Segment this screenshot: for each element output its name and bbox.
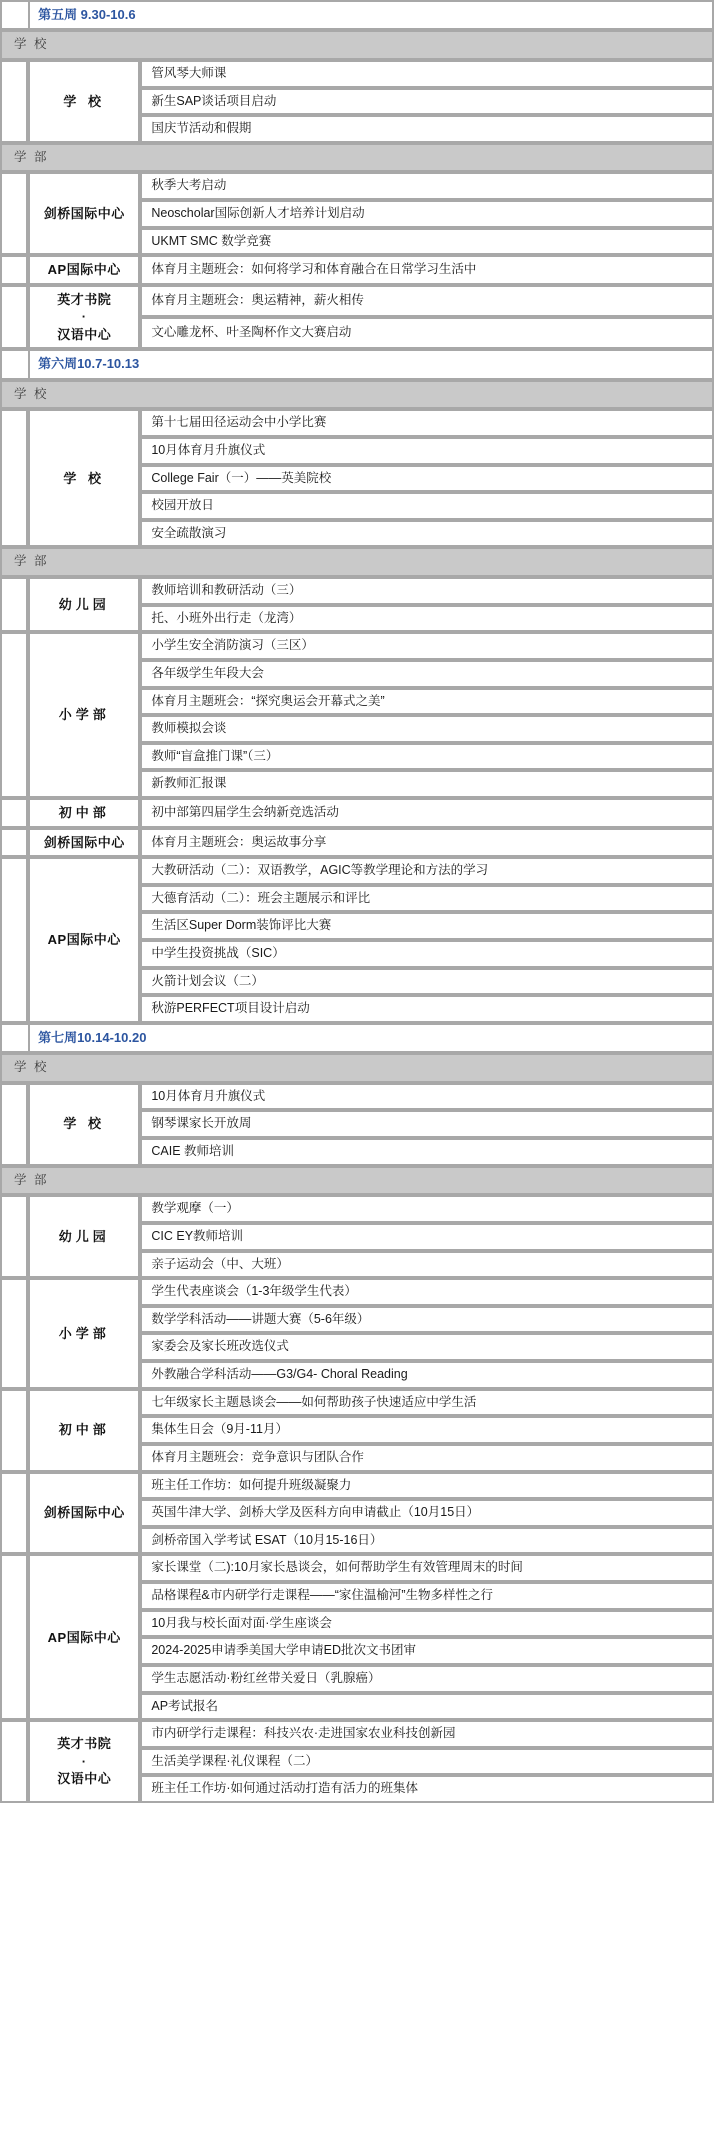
department-name: AP国际中心 xyxy=(28,255,140,285)
week-title-row xyxy=(0,0,714,30)
event-item: 亲子运动会（中、大班） xyxy=(140,1251,714,1279)
row-gutter xyxy=(0,1389,28,1472)
event-item: 学生志愿活动·粉红丝带关爱日（乳腺癌） xyxy=(140,1665,714,1693)
section-band-label: 学 校 xyxy=(0,1053,714,1083)
week-title: 第六周10.7-10.13 xyxy=(28,349,714,379)
department-name: 剑桥国际中心 xyxy=(28,172,140,255)
row-gutter xyxy=(0,828,28,858)
event-item: 生活区Super Dorm装饰评比大赛 xyxy=(140,912,714,940)
row-gutter xyxy=(0,172,28,255)
event-item: 市内研学行走课程：科技兴农·走进国家农业科技创新园 xyxy=(140,1720,714,1748)
department-name: 幼儿园 xyxy=(28,1195,140,1278)
event-item: 体育月主题班会：如何将学习和体育融合在日常学习生活中 xyxy=(140,255,714,285)
section-band-row xyxy=(0,380,714,410)
department-name: 初中部 xyxy=(28,798,140,828)
table-row xyxy=(0,60,714,88)
event-item: 小学生安全消防演习（三区） xyxy=(140,632,714,660)
event-item: 剑桥帝国入学考试 ESAT（10月15-16日） xyxy=(140,1527,714,1555)
table-row xyxy=(0,632,714,660)
table-row xyxy=(0,255,714,285)
department-name: 学 校 xyxy=(28,409,140,547)
event-item: 教师模拟会谈 xyxy=(140,715,714,743)
table-row xyxy=(0,285,714,317)
row-gutter xyxy=(0,1195,28,1278)
row-gutter xyxy=(0,577,28,632)
table-row xyxy=(0,1195,714,1223)
row-gutter xyxy=(0,1083,28,1166)
event-item: 第十七届田径运动会中小学比赛 xyxy=(140,409,714,437)
week-title-gutter xyxy=(0,0,28,30)
row-gutter xyxy=(0,60,28,143)
department-name: AP国际中心 xyxy=(28,1554,140,1720)
section-band-label: 学 校 xyxy=(0,380,714,410)
department-name: 英才书院 · 汉语中心 xyxy=(28,285,140,350)
table-row xyxy=(0,1720,714,1748)
section-band-label: 学 校 xyxy=(0,30,714,60)
row-gutter xyxy=(0,1278,28,1389)
event-item: 文心雕龙杯、叶圣陶杯作文大赛启动 xyxy=(140,317,714,349)
table-row xyxy=(0,857,714,885)
event-item: 体育月主题班会：奥运精神，薪火相传 xyxy=(140,285,714,317)
row-gutter xyxy=(0,255,28,285)
section-band-label: 学 部 xyxy=(0,547,714,577)
row-gutter xyxy=(0,285,28,350)
section-band-row xyxy=(0,143,714,173)
event-item: 体育月主题班会：“探究奥运会开幕式之美” xyxy=(140,688,714,716)
event-item: 中学生投资挑战（SIC） xyxy=(140,940,714,968)
week-title-row xyxy=(0,1023,714,1053)
event-item: 七年级家长主题恳谈会——如何帮助孩子快速适应中学生活 xyxy=(140,1389,714,1417)
department-name: 剑桥国际中心 xyxy=(28,1472,140,1555)
event-item: 品格课程&市内研学行走课程——“家住温榆河”生物多样性之行 xyxy=(140,1582,714,1610)
event-item: 各年级学生年段大会 xyxy=(140,660,714,688)
table-row xyxy=(0,172,714,200)
event-item: 教师“盲盒推门课”（三） xyxy=(140,743,714,771)
week-title-gutter xyxy=(0,1023,28,1053)
week-title-row xyxy=(0,349,714,379)
event-item: CIC EY教师培训 xyxy=(140,1223,714,1251)
event-item: 外教融合学科活动——G3/G4- Choral Reading xyxy=(140,1361,714,1389)
event-item: 秋季大考启动 xyxy=(140,172,714,200)
event-item: 托、小班外出行走（龙湾） xyxy=(140,605,714,633)
department-name: 学 校 xyxy=(28,60,140,143)
table-row xyxy=(0,1083,714,1111)
event-item: 班主任工作坊：如何提升班级凝聚力 xyxy=(140,1472,714,1500)
event-item: CAIE 教师培训 xyxy=(140,1138,714,1166)
event-item: 国庆节活动和假期 xyxy=(140,115,714,143)
event-item: 钢琴课家长开放周 xyxy=(140,1110,714,1138)
row-gutter xyxy=(0,1720,28,1803)
event-item: 10月体育月升旗仪式 xyxy=(140,437,714,465)
section-band-row xyxy=(0,547,714,577)
week-title-gutter xyxy=(0,349,28,379)
section-band-row xyxy=(0,30,714,60)
event-item: 秋游PERFECT项目设计启动 xyxy=(140,995,714,1023)
event-item: 教师培训和教研活动（三） xyxy=(140,577,714,605)
table-row xyxy=(0,1472,714,1500)
table-row xyxy=(0,1278,714,1306)
event-item: College Fair（一）——英美院校 xyxy=(140,465,714,493)
department-name: 初中部 xyxy=(28,1389,140,1472)
row-gutter xyxy=(0,857,28,1023)
event-item: 新教师汇报课 xyxy=(140,770,714,798)
department-name: 小学部 xyxy=(28,632,140,798)
table-row xyxy=(0,577,714,605)
event-item: 安全疏散演习 xyxy=(140,520,714,548)
event-item: 体育月主题班会：竞争意识与团队合作 xyxy=(140,1444,714,1472)
table-row xyxy=(0,828,714,858)
event-item: 校园开放日 xyxy=(140,492,714,520)
event-item: UKMT SMC 数学竞赛 xyxy=(140,228,714,256)
table-row xyxy=(0,1389,714,1417)
table-row xyxy=(0,798,714,828)
row-gutter xyxy=(0,798,28,828)
department-name: 剑桥国际中心 xyxy=(28,828,140,858)
event-item: 家长课堂（二):10月家长恳谈会，如何帮助学生有效管理周末的时间 xyxy=(140,1554,714,1582)
week-title: 第七周10.14-10.20 xyxy=(28,1023,714,1053)
section-band-label: 学 部 xyxy=(0,1166,714,1196)
event-item: 10月体育月升旗仪式 xyxy=(140,1083,714,1111)
table-row xyxy=(0,409,714,437)
event-item: 体育月主题班会：奥运故事分享 xyxy=(140,828,714,858)
event-item: 集体生日会（9月-11月） xyxy=(140,1416,714,1444)
department-name: 幼儿园 xyxy=(28,577,140,632)
event-item: AP考试报名 xyxy=(140,1693,714,1721)
event-item: 家委会及家长班改选仪式 xyxy=(140,1333,714,1361)
table-row xyxy=(0,1554,714,1582)
row-gutter xyxy=(0,632,28,798)
event-item: 初中部第四届学生会纳新竞选活动 xyxy=(140,798,714,828)
event-item: 火箭计划会议（二） xyxy=(140,968,714,996)
event-item: Neoscholar国际创新人才培养计划启动 xyxy=(140,200,714,228)
event-item: 管风琴大师课 xyxy=(140,60,714,88)
section-band-label: 学 部 xyxy=(0,143,714,173)
event-item: 教学观摩（一） xyxy=(140,1195,714,1223)
event-item: 班主任工作坊·如何通过活动打造有活力的班集体 xyxy=(140,1775,714,1803)
week-title: 第五周 9.30-10.6 xyxy=(28,0,714,30)
event-item: 英国牛津大学、剑桥大学及医科方向申请截止（10月15日） xyxy=(140,1499,714,1527)
section-band-row xyxy=(0,1053,714,1083)
department-name: 英才书院 · 汉语中心 xyxy=(28,1720,140,1803)
event-item: 大德育活动（二）：班会主题展示和评比 xyxy=(140,885,714,913)
row-gutter xyxy=(0,1554,28,1720)
event-item: 数学学科活动——讲题大赛（5-6年级） xyxy=(140,1306,714,1334)
row-gutter xyxy=(0,1472,28,1555)
row-gutter xyxy=(0,409,28,547)
event-item: 新生SAP谈话项目启动 xyxy=(140,88,714,116)
department-name: AP国际中心 xyxy=(28,857,140,1023)
event-item: 学生代表座谈会（1-3年级学生代表） xyxy=(140,1278,714,1306)
event-item: 生活美学课程·礼仪课程（二） xyxy=(140,1748,714,1776)
event-item: 大教研活动（二）：双语教学，AGIC等教学理论和方法的学习 xyxy=(140,857,714,885)
event-item: 2024-2025申请季美国大学申请ED批次文书团审 xyxy=(140,1637,714,1665)
event-item: 10月我与校长面对面·学生座谈会 xyxy=(140,1610,714,1638)
section-band-row xyxy=(0,1166,714,1196)
department-name: 小学部 xyxy=(28,1278,140,1389)
department-name: 学 校 xyxy=(28,1083,140,1166)
